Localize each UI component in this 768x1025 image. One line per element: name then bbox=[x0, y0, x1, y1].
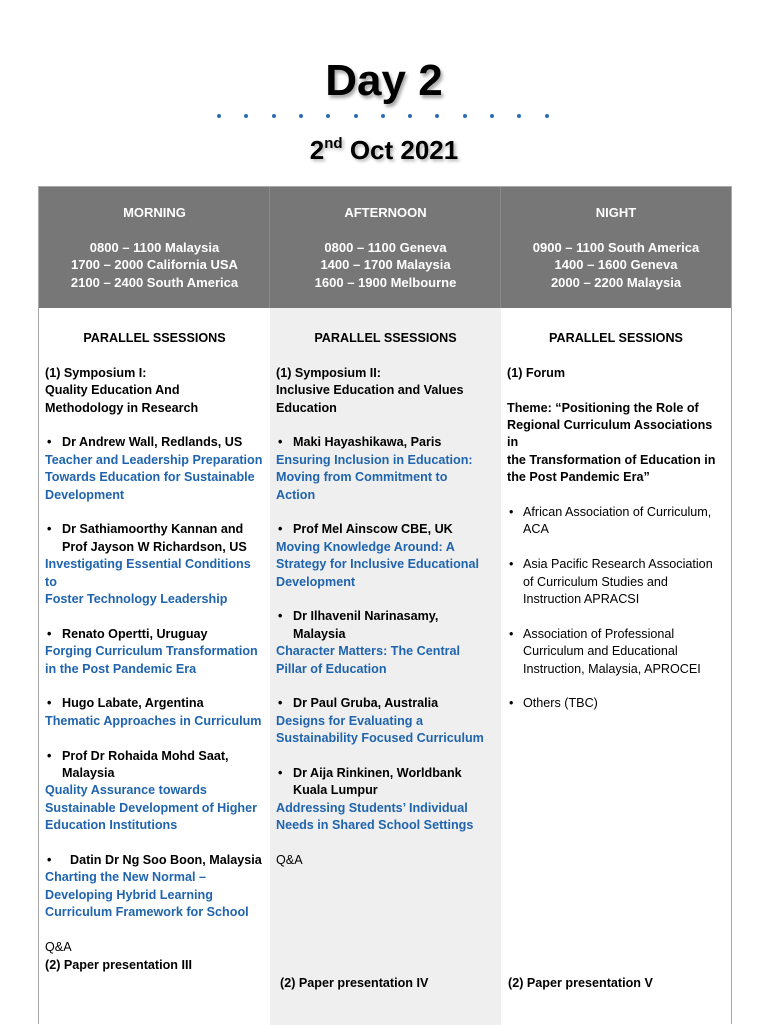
talk-title-line: Ensuring Inclusion in Education: bbox=[276, 452, 473, 467]
speaker-name: • Renato Opertti, Uruguay bbox=[45, 626, 264, 643]
speaker-name: • Dr Sathiamoorthy Kannan and Prof Jayson W Richardson, US bbox=[45, 521, 264, 556]
talk-title-line: Action bbox=[276, 487, 316, 502]
symposium-line: Quality Education And bbox=[45, 383, 180, 398]
talk-title-line: Strategy for Inclusive Educational bbox=[276, 557, 479, 572]
date-heading bbox=[0, 124, 768, 164]
paper-presentation: (2) Paper presentation III bbox=[45, 957, 192, 972]
association-item: • Others (TBC) bbox=[507, 695, 725, 712]
header-morning bbox=[39, 187, 270, 308]
theme-line: the Transformation of Education in bbox=[507, 452, 716, 467]
speaker-name: • Prof Mel Ainscow CBE, UK bbox=[276, 521, 495, 538]
divider-dot bbox=[326, 114, 330, 118]
header-afternoon bbox=[270, 187, 501, 308]
table-header bbox=[39, 187, 731, 308]
talk-title-line: Forging Curriculum Transformation bbox=[45, 644, 258, 659]
speaker-name: • Prof Dr Rohaida Mohd Saat, Malaysia bbox=[45, 748, 264, 783]
divider-dot bbox=[354, 114, 358, 118]
theme-line: the Post Pandemic Era” bbox=[507, 470, 650, 485]
theme-line: Regional Curriculum Associations in bbox=[507, 418, 713, 450]
symposium-line: Inclusive Education and Values bbox=[276, 383, 464, 398]
talk-title-line: Quality Assurance towards bbox=[45, 783, 207, 798]
header-time: 1400 – 1700 Malaysia bbox=[320, 257, 451, 273]
speaker-name: • Dr Andrew Wall, Redlands, US bbox=[45, 434, 264, 451]
divider-dot bbox=[435, 114, 439, 118]
talk-title-line: Development bbox=[276, 574, 356, 589]
header-night bbox=[501, 187, 731, 308]
divider-dot bbox=[217, 114, 221, 118]
speaker-name: • Datin Dr Ng Soo Boon, Malaysia bbox=[45, 852, 264, 869]
header-time: 1400 – 1600 Geneva bbox=[554, 257, 678, 273]
association-item: • Association of Professional Curriculum and Educational Instruction, Malaysia, APROCEI bbox=[507, 626, 725, 678]
qa-label: Q&A bbox=[45, 940, 72, 955]
symposium-line: (1) Symposium I: bbox=[45, 365, 147, 380]
header-time: 1600 – 1900 Melbourne bbox=[314, 274, 457, 290]
symposium-line: Methodology in Research bbox=[45, 400, 199, 415]
symposium-line: (1) Symposium II: bbox=[276, 365, 381, 380]
divider-dot bbox=[517, 114, 521, 118]
header-time: 0800 – 1100 Geneva bbox=[324, 239, 447, 255]
dotted-divider bbox=[205, 106, 565, 126]
speaker-name: • Dr Paul Gruba, Australia bbox=[276, 695, 495, 712]
morning-column bbox=[39, 308, 270, 1025]
header-time: 1700 – 2000 California USA bbox=[71, 257, 238, 273]
talk-title-line: Addressing Students’ Individual bbox=[276, 800, 468, 815]
paper-presentation-v: (2) Paper presentation V bbox=[508, 976, 653, 990]
night-heading: PARALLEL SESSIONS bbox=[549, 331, 683, 345]
theme-line: Theme: “Positioning the Role of bbox=[507, 400, 699, 415]
header-time: 0800 – 1100 Malaysia bbox=[89, 239, 220, 255]
qa-label: Q&A bbox=[276, 853, 303, 868]
divider-dot bbox=[490, 114, 494, 118]
talk-title-line: Development bbox=[45, 487, 125, 502]
talk-title-line: Investigating Essential Conditions to bbox=[45, 557, 251, 589]
header-time: 2000 – 2200 Malaysia bbox=[550, 274, 682, 290]
talk-title-line: Character Matters: The Central bbox=[276, 644, 461, 659]
association-item: • Asia Pacific Research Association of Curriculum Studies and Instruction APRACSI bbox=[507, 556, 725, 608]
divider-dot bbox=[408, 114, 412, 118]
talk-title-line: Sustainable Development of Higher bbox=[45, 800, 258, 815]
talk-title-line: in the Post Pandemic Era bbox=[45, 661, 197, 676]
talk-title-line: Curriculum Framework for School bbox=[45, 905, 249, 920]
paper-presentation-iv: (2) Paper presentation IV bbox=[280, 976, 429, 990]
table-body bbox=[39, 308, 731, 1025]
divider-dot bbox=[545, 114, 549, 118]
speaker-name: • Dr Ilhavenil Narinasamy, Malaysia bbox=[276, 608, 495, 643]
speaker-name: • Maki Hayashikawa, Paris bbox=[276, 434, 495, 451]
header-time: 0900 – 1100 South America bbox=[532, 239, 700, 255]
divider-dot bbox=[463, 114, 467, 118]
talk-title-line: Thematic Approaches in Curriculum bbox=[45, 713, 262, 728]
date-month-year: Oct 2021 bbox=[349, 135, 459, 165]
forum-label: (1) Forum bbox=[507, 365, 566, 380]
talk-title-line: Pillar of Education bbox=[276, 661, 387, 676]
header-morning-label: MORNING bbox=[123, 205, 186, 220]
talk-title-line: Education Institutions bbox=[45, 818, 178, 833]
talk-title-line: Sustainability Focused Curriculum bbox=[276, 731, 484, 746]
speaker-name: • Hugo Labate, Argentina bbox=[45, 695, 264, 712]
talk-title-line: Needs in Shared School Settings bbox=[276, 818, 474, 833]
talk-title-line: Foster Technology Leadership bbox=[45, 592, 228, 607]
divider-dot bbox=[272, 114, 276, 118]
symposium-line: Education bbox=[276, 400, 337, 415]
talk-title-line: Designs for Evaluating a bbox=[276, 713, 423, 728]
talk-title-line: Towards Education for Sustainable bbox=[45, 470, 255, 485]
talk-title-line: Developing Hybrid Learning bbox=[45, 887, 213, 902]
schedule-table bbox=[38, 186, 732, 1024]
afternoon-column bbox=[270, 308, 501, 1025]
talk-title-line: Moving Knowledge Around: A bbox=[276, 539, 455, 554]
morning-heading: PARALLEL SSESSIONS bbox=[83, 331, 226, 345]
talk-title-line: Charting the New Normal – bbox=[45, 870, 206, 885]
talk-title-line: Moving from Commitment to bbox=[276, 470, 448, 485]
divider-dot bbox=[299, 114, 303, 118]
date-day: 2 bbox=[309, 135, 325, 165]
speaker-name: • Dr Aija Rinkinen, Worldbank Kuala Lumpur bbox=[276, 765, 495, 800]
afternoon-heading: PARALLEL SSESSIONS bbox=[314, 331, 457, 345]
divider-dot bbox=[244, 114, 248, 118]
night-column bbox=[501, 308, 731, 1025]
header-time: 2100 – 2400 South America bbox=[70, 274, 239, 290]
association-item: • African Association of Curriculum, ACA bbox=[507, 504, 725, 539]
header-afternoon-label: AFTERNOON bbox=[344, 205, 427, 220]
date-suffix: nd bbox=[324, 135, 343, 152]
divider-dot bbox=[381, 114, 385, 118]
header-night-label: NIGHT bbox=[595, 205, 637, 220]
page-title: Day 2 bbox=[325, 56, 443, 105]
talk-title-line: Teacher and Leadership Preparation bbox=[45, 452, 263, 467]
